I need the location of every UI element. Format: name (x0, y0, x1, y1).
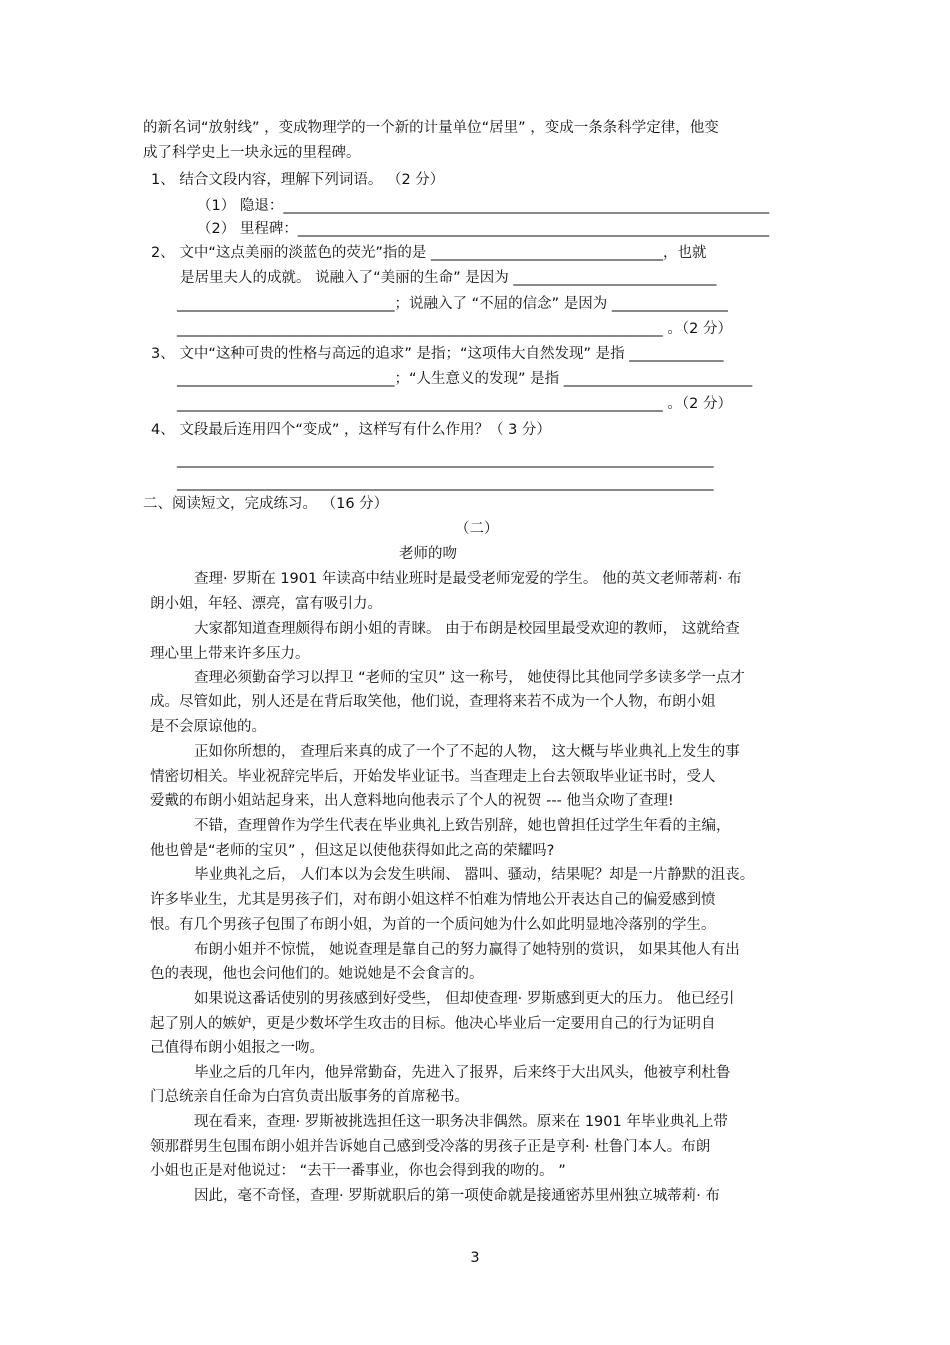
story-line: 己值得布朗小姐报之一吻。 (150, 1040, 324, 1056)
story-line: 大家都知道查理颇得布朗小姐的青睐。 由于布朗是校园里最受欢迎的教师， 这就给查 (194, 621, 740, 637)
story-line: 毕业之后的几年内，他异常勤奋，先进入了报界，后来终于大出风头，他被亨利杜鲁 (194, 1065, 731, 1081)
story-line: 门总统亲自任命为白宫负责出版事务的首席秘书。 (150, 1089, 469, 1105)
question-1-sub-2: （2） 里程碑：_________________________________________________________________ (197, 221, 770, 237)
story-line: 查理· 罗斯在 1901 年读高中结业班时是最受老师宠爱的学生。 他的英文老师蒂莉· 布 (194, 571, 742, 587)
question-4: 4、 文段最后连用四个“变成” ，这样写有什么作用？（ 3 分） (151, 422, 551, 438)
story-line: 正如你所想的， 查理后来真的成了一个了不起的人物， 这大概与毕业典礼上发生的事 (194, 744, 740, 760)
question-3-line: ___________________________________________________________________ 。（2 分） (177, 396, 732, 412)
story-line: 不错，查理曾作为学生代表在毕业典礼上致告别辞，她也曾担任过学生年看的主编， (194, 818, 731, 834)
story-line: 朗小姐，年轻、漂亮，富有吸引力。 (150, 596, 382, 612)
story-line: 情密切相关。毕业祝辞完毕后，开始发毕业证书。当查理走上台去领取毕业证书时，受人 (150, 769, 716, 785)
story-line: 如果说这番话使别的男孩感到好受些， 但却使查理· 罗斯感到更大的压力。 他已经引 (194, 991, 735, 1007)
section-number: （二） (455, 521, 499, 537)
story-line: 成。尽管如此，别人还是在背后取笑他，他们说，查理将来若不成为一个人物，布朗小姐 (150, 694, 716, 710)
story-line: 他也曾是“老师的宝贝” ，但这足以使他获得如此之高的荣耀吗? (150, 843, 555, 859)
question-2: 2、 文中“这点美丽的淡蓝色的荧光”指的是 ________________________________，也就 (151, 245, 707, 261)
story-line: 爱戴的布朗小姐站起身来，出人意料地向他表示了个人的祝贺 --- 他当众吻了查理! (150, 793, 674, 809)
question-1-sub-1: （1） 隐退：___________________________________________________________________ (197, 198, 770, 214)
story-title: 老师的吻 (399, 546, 457, 562)
story-line: 毕业典礼之后， 人们本以为会发生哄闹、 嚣叫、骚动，结果呢？却是一片静默的沮丧。 (194, 867, 755, 883)
story-line: 现在看来，查理· 罗斯被挑选担任这一职务决非偶然。原来在 1901 年毕业典礼上带 (194, 1114, 728, 1130)
question-2-line: ___________________________________________________________________ 。（2 分） (177, 321, 732, 337)
story-line: 因此，毫不奇怪，查理· 罗斯就职后的第一项使命就是接通密苏里州独立城蒂莉· 布 (194, 1188, 720, 1204)
story-line: 查理必须勤奋学习以捍卫 “老师的宝贝” 这一称号， 她使得比其他同学多读多学一点才 (194, 670, 745, 686)
page-number: 3 (470, 1250, 480, 1266)
story-line: 许多毕业生，尤其是男孩子们，对布朗小姐这样不怕难为情地公开表达自己的偏爱感到愤 (150, 892, 716, 908)
story-line: 是不会原谅他的。 (150, 719, 266, 735)
story-line: 布朗小姐并不惊慌， 她说查理是靠自己的努力赢得了她特别的赏识， 如果其他人有出 (194, 942, 740, 958)
answer-line: __________________________________________________________________________ (177, 475, 714, 491)
answer-line: __________________________________________________________________________ (177, 452, 714, 468)
story-line: 领那群男生包围布朗小姐并告诉她自己感到受冷落的男孩子正是亨利· 杜鲁门本人。布朗 (150, 1139, 711, 1155)
story-line: 小姐也正是对他说过： “去干一番事业，你也会得到我的吻的。 ” (150, 1163, 566, 1179)
question-2-line: ______________________________；说融入了 “不屈的信念” 是因为 ________________ (177, 296, 728, 312)
story-line: 色的表现，他也会问他们的。她说她是不会食言的。 (150, 966, 484, 982)
section-heading: 二、阅读短文，完成练习。 （16 分） (143, 496, 389, 512)
passage-line: 的新名词“放射线” ，变成物理学的一个新的计量单位“居里” ，变成一条条科学定律，他变 (143, 120, 719, 136)
question-3: 3、 文中“这种可贵的性格与高远的追求” 是指；“这项伟大自然发现” 是指 _____________ (151, 346, 724, 362)
question-2-line: 是居里夫人的成就。 说融入了“美丽的生命” 是因为 ____________________________ (180, 270, 717, 286)
question-3-line: ______________________________；“人生意义的发现” 是指 __________________________ (177, 371, 753, 387)
story-line: 起了别人的嫉妒，更是少数坏学生攻击的目标。他决心毕业后一定要用自己的行为证明自 (150, 1016, 716, 1032)
question-1: 1、 结合文段内容，理解下列词语。 （2 分） (151, 172, 445, 188)
passage-line: 成了科学史上一块永远的里程碑。 (143, 145, 361, 161)
story-line: 理心里上带来许多压力。 (150, 646, 310, 662)
story-line: 恨。有几个男孩子包围了布朗小姐，为首的一个质问她为什么如此明显地冷落别的学生。 (150, 917, 716, 933)
